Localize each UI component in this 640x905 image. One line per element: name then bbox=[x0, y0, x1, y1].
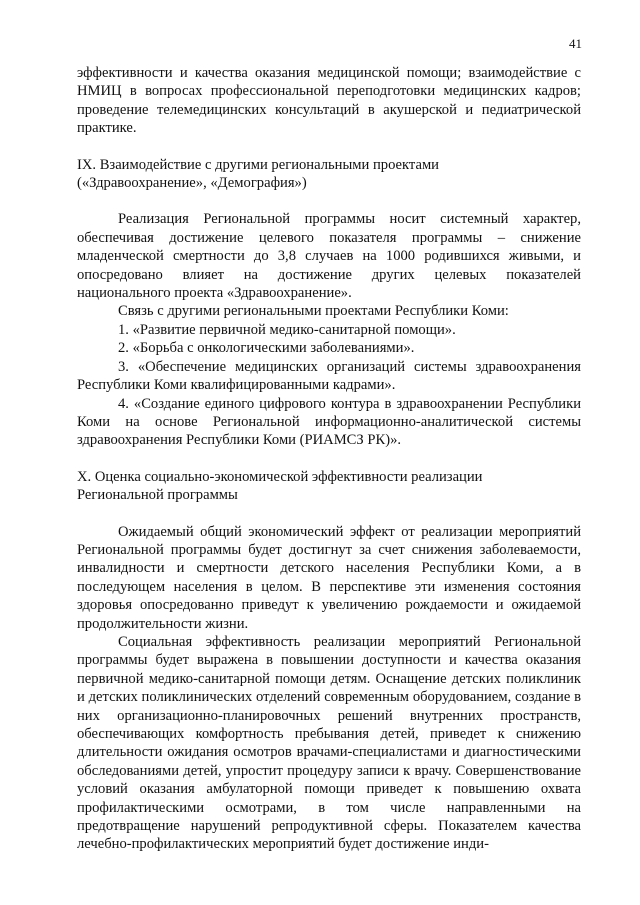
list-item: 3. «Обеспечение медицинских организаций системы здравоохранения Республики Коми квалифицированными кадрами». bbox=[77, 358, 581, 394]
related-projects-list bbox=[77, 321, 581, 450]
section-10-paragraph-2: Социальная эффективность реализации мероприятий Региональной программы будет выражена в повышении доступности и качества оказания первичной медико-санитарной помощи детям. Оснащение детских поликлиник и детских поликлинических отделений современным оборудованием, создание в них организационно-планировочных решений внутренних пространств, обеспечивающих комфортность пребывания детей, приведет к снижению длительности ожидания осмотров врачами-специалистами и диагностическими обследованиями детей, упростит процедуру записи к врачу. Совершенствование условий оказания амбулаторной помощи приведет к повышению охвата профилактическими осмотрами, в том числе направленными на предотвращение нарушений репродуктивной сферы. Показателем качества лечебно-профилактических мероприятий будет достижение инди- bbox=[77, 633, 581, 853]
section-10-paragraph-1: Ожидаемый общий экономический эффект от реализации мероприятий Региональной программы будет достигнут за счет снижения заболеваемости, инвалидности и смертности детского населения Республики Коми, а в последующем населения в целом. В перспективе эти изменения состояния здоровья опосредованно приведут к увеличению рождаемости и ожидаемой продолжительности жизни. bbox=[77, 523, 581, 632]
page-number: 41 bbox=[569, 36, 582, 51]
list-item: 2. «Борьба с онкологическими заболеваниями». bbox=[118, 340, 415, 357]
section-9-title-line-1: IX. Взаимодействие с другими региональными проектами bbox=[77, 156, 439, 173]
list-item: 1. «Развитие первичной медико-санитарной помощи». bbox=[118, 321, 456, 338]
list-item: 4. «Создание единого цифрового контура в здравоохранении Республики Коми на основе Региональной информационно-аналитической системы здравоохранения Республики Коми (РИАМСЗ РК)». bbox=[77, 395, 581, 449]
section-10-heading bbox=[77, 468, 581, 505]
section-9-heading bbox=[77, 156, 581, 193]
section-9-paragraph: Реализация Региональной программы носит системный характер, обеспечивая достижение целевого показателя программы – снижение младенческой смертности до 3,8 случаев на 1000 родившихся живыми, и опосредовано влияет на достижение других целевых показателей национального проекта «Здравоохранение». bbox=[77, 211, 581, 302]
section-10-title-line-2: Региональной программы bbox=[77, 487, 238, 504]
section-9-list-intro: Связь с другими региональными проектами Республики Коми: bbox=[118, 303, 509, 320]
intro-paragraph: эффективности и качества оказания медицинской помощи; взаимодействие с НМИЦ в вопросах профессиональной переподготовки медицинских кадров; проведение телемедицинских консультаций в акушерской и педиатрической практике. bbox=[77, 65, 581, 137]
section-10-title-line-1: X. Оценка социально-экономической эффективности реализации bbox=[77, 468, 483, 485]
section-9-title-line-2: («Здравоохранение», «Демография») bbox=[77, 175, 307, 192]
page-content bbox=[77, 64, 581, 854]
